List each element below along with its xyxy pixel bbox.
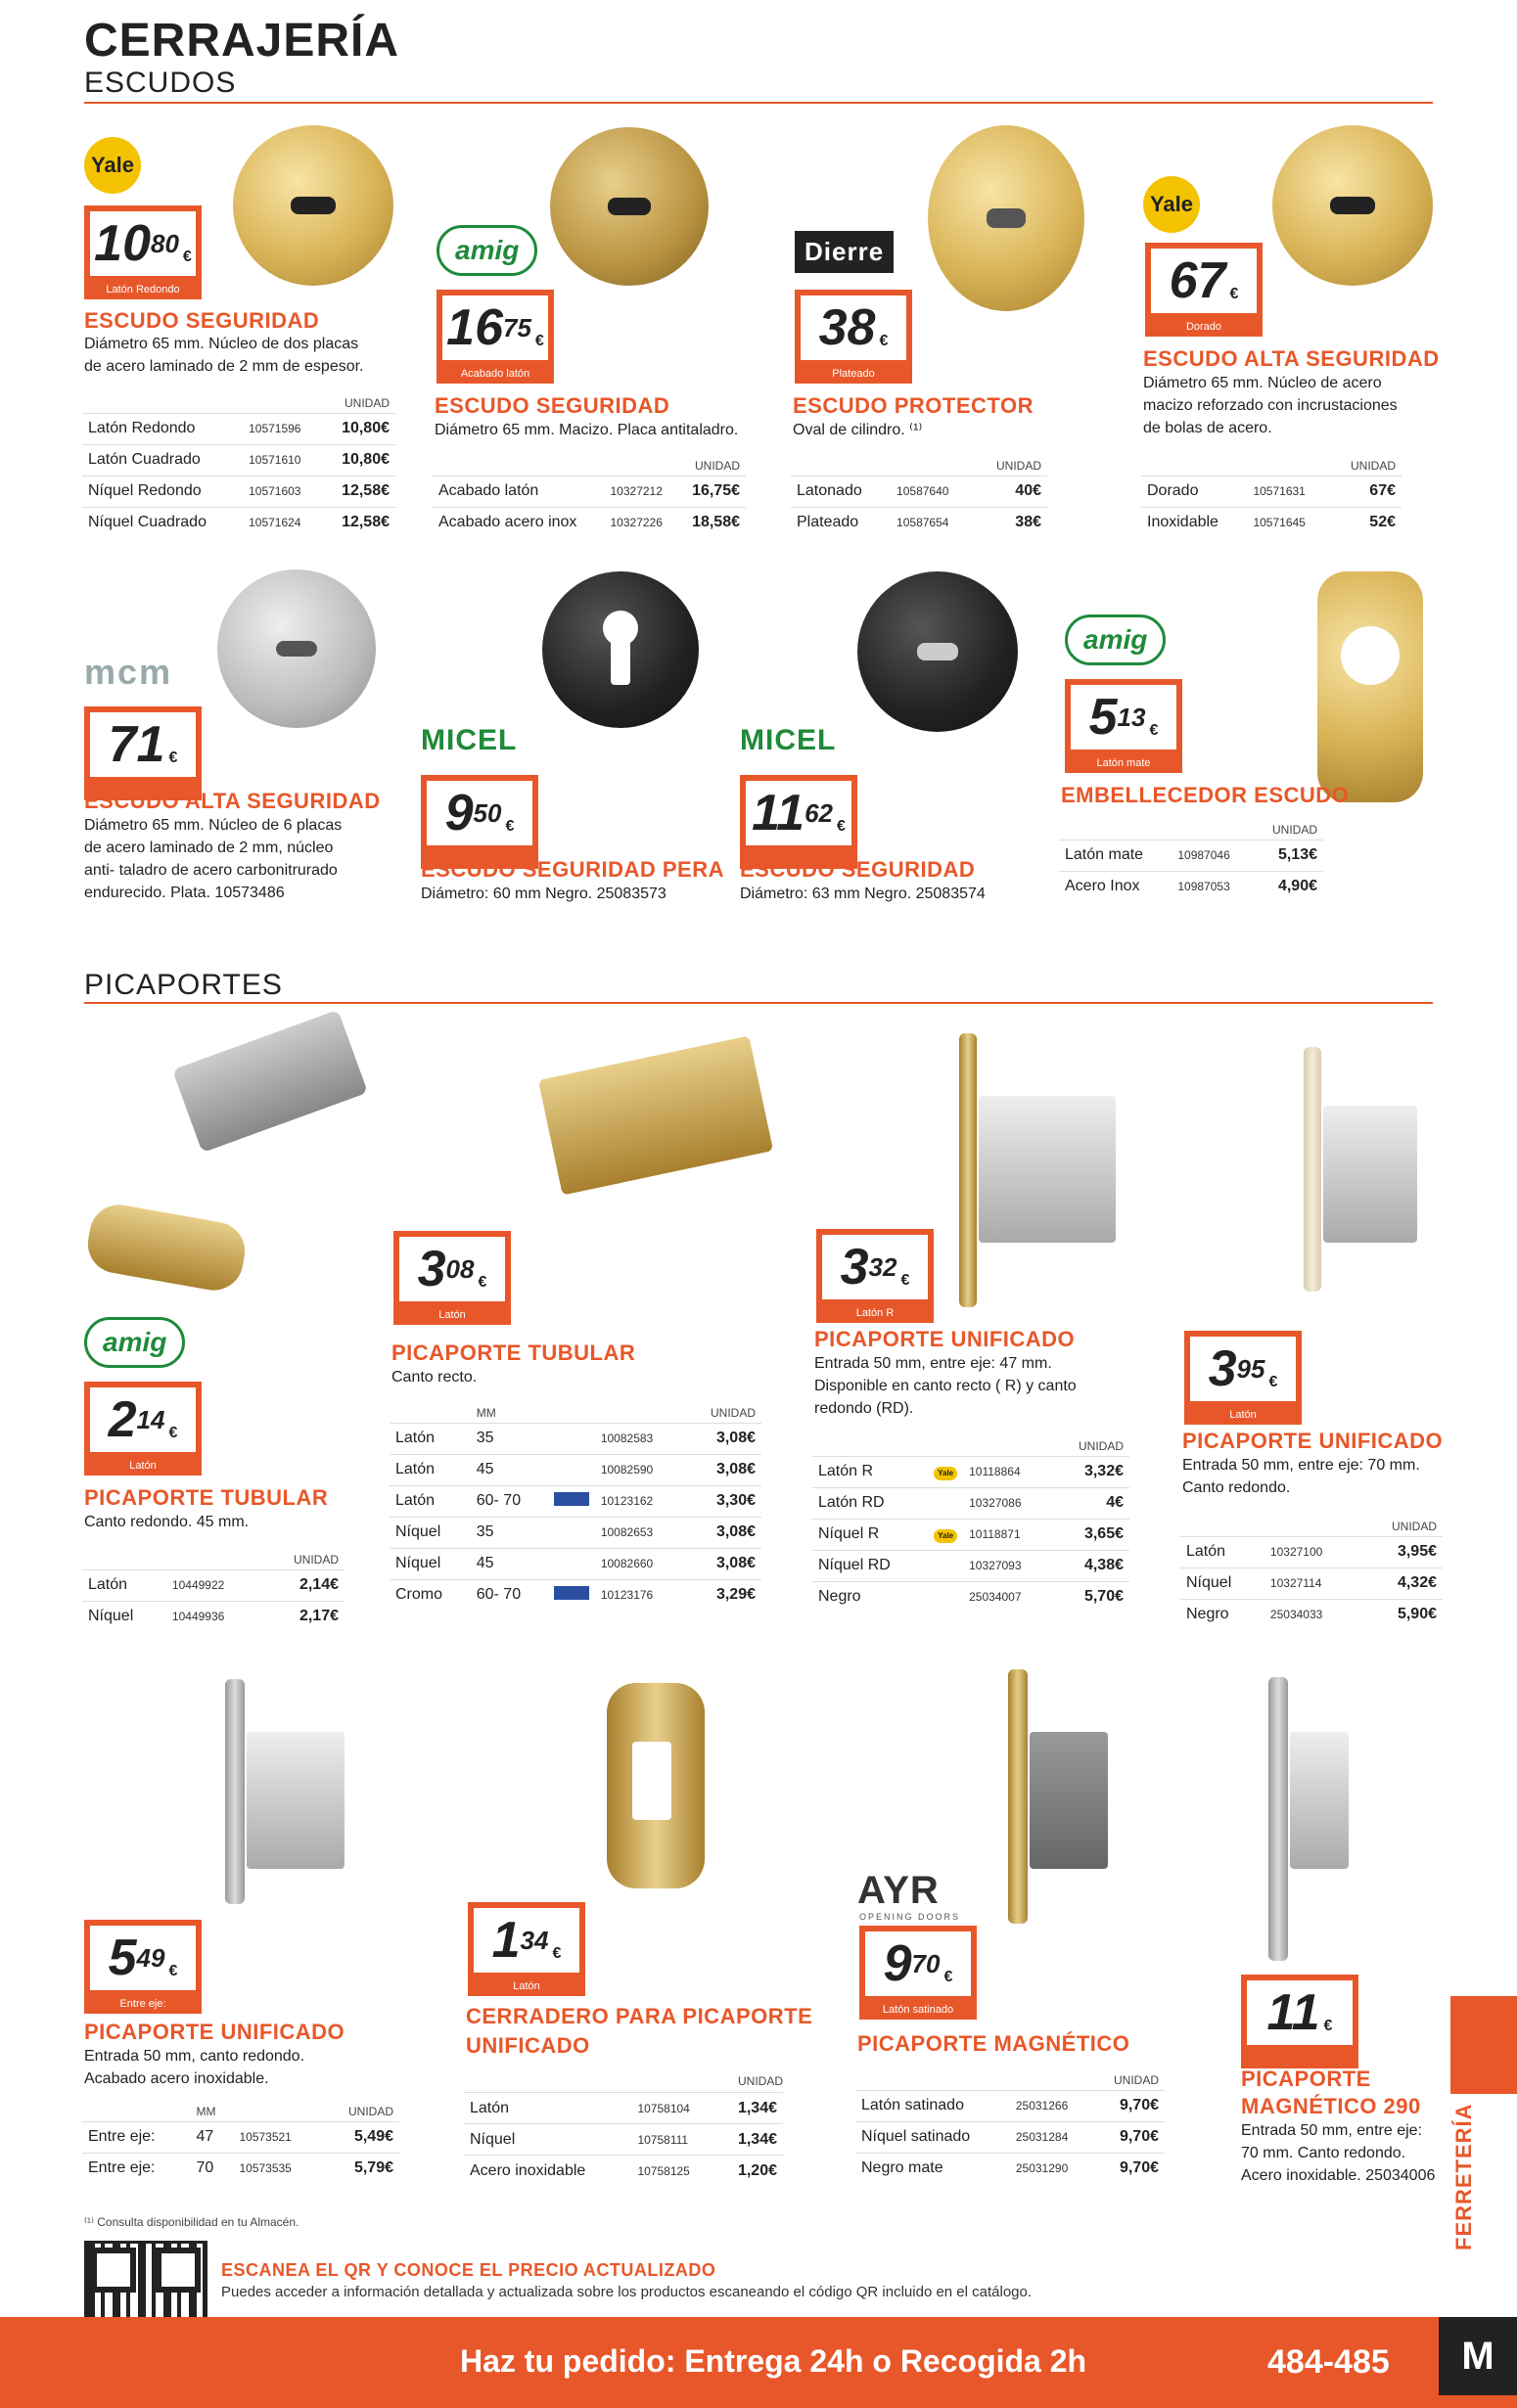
spec-table: UNIDAD Latón mate 10987046 5,13€ Acero Inox 10987053 4,90€ [1059, 820, 1323, 902]
amig-logo: amig [437, 225, 537, 276]
table-row: Latón RD 10327086 4€ [812, 1487, 1129, 1519]
price-tag: 67 € Dorado [1145, 243, 1263, 337]
faceplate-image [225, 1679, 245, 1904]
table-row: Acabado acero inox 10327226 18,58€ [433, 507, 746, 538]
table-row: Inoxidable 10571645 52€ [1141, 507, 1402, 538]
qr-headline: ESCANEA EL QR Y CONOCE EL PRECIO ACTUALIZADO [221, 2260, 716, 2280]
faceplate-image [1008, 1669, 1028, 1924]
section-rule [84, 102, 1433, 104]
ayr-tagline: OPENING DOORS [859, 1912, 961, 1922]
amig-logo: amig [84, 1317, 185, 1368]
section-rule [84, 1002, 1433, 1004]
table-row: Níquel RD 10327093 4,38€ [812, 1550, 1129, 1581]
table-row: Latón mate 10987046 5,13€ [1059, 840, 1323, 871]
price-tag: 71 € [84, 706, 202, 800]
lock-body-image [1030, 1732, 1108, 1869]
product-description: Entrada 50 mm, entre eje: 70 mm. Canto redondo. Acero inoxidable. 25034006 [1241, 2122, 1436, 2184]
table-row: Entre eje: 70 10573535 5,79€ [82, 2153, 399, 2184]
lock-body-image [1323, 1106, 1417, 1243]
product-description: Diámetro: 60 mm Negro. 25083573 [421, 886, 667, 902]
product-title: PICAPORTE UNIFICADO [814, 1327, 1076, 1351]
product-description: Diámetro 65 mm. Núcleo de dos placas de acero laminado de 2 mm de espesor. [84, 336, 364, 375]
table-row: Latón Cuadrado 10571610 10,80€ [82, 444, 395, 476]
price-tag: 9 70 € Latón satinado [859, 1926, 977, 2020]
table-row: Latón R Yale 10118864 3,32€ [812, 1456, 1129, 1487]
product-description: Entrada 50 mm, canto redondo. Acabado acero inoxidable. [84, 2048, 305, 2087]
qr-subtext: Puedes acceder a información detallada y actualizada sobre los productos escaneando el código QR incluido en el catálogo. [221, 2284, 1033, 2300]
spec-table: UNIDAD Latón 10449922 2,14€ Níquel 10449936 2,17€ [82, 1550, 345, 1632]
sidebar-tab [1450, 1996, 1517, 2094]
price-tag: 11 62 € [740, 775, 857, 869]
product-description: Diámetro 65 mm. Núcleo de 6 placas de acero laminado de 2 mm, núcleo anti- taladro de acero carbonitrurado endurecido. Plata. 10573486 [84, 817, 343, 901]
yale-logo: Yale [1143, 176, 1200, 233]
product-title-line2: MAGNÉTICO 290 [1241, 2094, 1421, 2118]
strike-plate-image [83, 1201, 250, 1295]
product-title-line2: UNIFICADO [466, 2033, 590, 2058]
table-row: Níquel 35 10082653 3,08€ [390, 1517, 761, 1548]
brand-badge-icon [554, 1492, 589, 1506]
product-title: ESCUDO ALTA SEGURIDAD [1143, 346, 1440, 371]
spec-table: UNIDAD Latón R Yale 10118864 3,32€ Latón RD 10327086 4€ Níquel R Yale 10118871 3,65€ Níquel RD 10327093 4,38€ Negro 25034007 5,70€ [812, 1436, 1129, 1613]
price-tag: 3 95 € Latón [1184, 1331, 1302, 1425]
price-tag: 5 49 € Entre eje: [84, 1920, 202, 2014]
price-tag: 10 80 € Latón Redondo [84, 205, 202, 299]
table-row: Cromo 60- 70 10123176 3,29€ [390, 1579, 761, 1611]
table-row: Negro 25034007 5,70€ [812, 1581, 1129, 1613]
spec-table: MM UNIDAD Entre eje: 47 10573521 5,49€ Entre eje: 70 10573535 5,79€ [82, 2102, 399, 2184]
price-tag: 38 € Plateado [795, 290, 912, 384]
escudo-satin-image [217, 569, 376, 728]
table-row: Níquel R Yale 10118871 3,65€ [812, 1519, 1129, 1550]
product-description: Diámetro: 63 mm Negro. 25083574 [740, 886, 986, 902]
spec-table: MM UNIDAD Latón 35 10082583 3,08€ Latón 45 10082590 3,08€ Latón 60- 70 10123162 3,30€ Níquel 35 10082653 3,08€ Níquel 45 10082660 3,08€ Cromo 60- 70 10123176 3,29€ [390, 1403, 761, 1611]
faceplate-image [1304, 1047, 1321, 1292]
table-row: Acero inoxidable 10758125 1,20€ [464, 2156, 783, 2187]
spec-table: UNIDAD Latón 10327100 3,95€ Níquel 10327114 4,32€ Negro 25034033 5,90€ [1180, 1517, 1443, 1630]
section-title-picaportes: PICAPORTES [84, 969, 283, 1001]
table-row: Níquel 45 10082660 3,08€ [390, 1548, 761, 1579]
escudo-gold-image [233, 125, 393, 286]
table-row: Latón 35 10082583 3,08€ [390, 1423, 761, 1454]
table-row: Negro mate 25031290 9,70€ [855, 2153, 1165, 2184]
product-description: Oval de cilindro. ⁽¹⁾ [793, 422, 923, 438]
spec-table: UNIDAD Dorado 10571631 67€ Inoxidable 10571645 52€ [1141, 456, 1402, 538]
unit-header: UNIDAD [737, 2074, 783, 2088]
lock-body-image [247, 1732, 345, 1869]
price-tag: 2 14 € Latón [84, 1382, 202, 1476]
table-row: Latonado 10587640 40€ [791, 476, 1047, 507]
price-tag: 9 50 € [421, 775, 538, 869]
brand-badge-icon [554, 1586, 589, 1600]
escudo-black-image [857, 571, 1018, 732]
micel-logo: MICEL [740, 724, 837, 756]
section-title-escudos: ESCUDOS [84, 67, 237, 99]
spec-table [464, 2092, 783, 2187]
escudo-bronze-image [550, 127, 709, 286]
table-row: Latón 10327100 3,95€ [1180, 1536, 1443, 1567]
picaporte-tubular-image [172, 1010, 368, 1153]
spec-table: UNIDAD Latón satinado 25031266 9,70€ Níquel satinado 25031284 9,70€ Negro mate 25031290 9,70€ [855, 2070, 1165, 2184]
product-description: Canto redondo. 45 mm. [84, 1514, 250, 1530]
embellecedor-image [1317, 571, 1423, 802]
table-row: Níquel 10327114 4,32€ [1180, 1567, 1443, 1599]
lock-body-image [1290, 1732, 1349, 1869]
escudo-gold-image [1272, 125, 1433, 286]
escudo-oval-image [928, 125, 1084, 311]
price-tag: 3 08 € Latón [393, 1231, 511, 1325]
ayr-logo: AYR [857, 1869, 940, 1912]
table-row: Acabado latón 10327212 16,75€ [433, 476, 746, 507]
table-row: Plateado 10587654 38€ [791, 507, 1047, 538]
product-description: Canto recto. [391, 1369, 478, 1386]
yale-icon: Yale [934, 1529, 957, 1543]
yale-logo: Yale [84, 137, 141, 194]
table-row: Níquel satinado 25031284 9,70€ [855, 2121, 1165, 2153]
product-title: ESCUDO SEGURIDAD [435, 393, 670, 418]
product-title: ESCUDO ALTA SEGURIDAD [84, 789, 381, 813]
table-row: Latón 60- 70 10123162 3,30€ [390, 1485, 761, 1517]
table-row: Níquel 10449936 2,17€ [82, 1601, 345, 1632]
product-title: EMBELLECEDOR ESCUDO [1061, 783, 1350, 807]
table-row: Entre eje: 47 10573521 5,49€ [82, 2121, 399, 2153]
table-row: Níquel 10758111 1,34€ [464, 2124, 783, 2156]
product-title: ESCUDO SEGURIDAD [740, 857, 976, 882]
price-tag: 3 32 € Latón R [816, 1229, 934, 1323]
footnote: ⁽¹⁾ Consulta disponibilidad en tu Almacén. [84, 2215, 299, 2229]
product-title: PICAPORTE [1241, 2067, 1371, 2091]
faceplate-image [1268, 1677, 1288, 1961]
table-row: Acero Inox 10987053 4,90€ [1059, 871, 1323, 902]
footer-text: Haz tu pedido: Entrega 24h o Recogida 2h [460, 2343, 1087, 2379]
mcm-logo: mcm [84, 652, 173, 692]
price-tag: 5 13 € Latón mate [1065, 679, 1182, 773]
escudo-pera-image [542, 571, 699, 728]
faceplate-image [959, 1033, 977, 1307]
product-title: PICAPORTE MAGNÉTICO [857, 2031, 1130, 2056]
micel-logo: MICEL [421, 724, 518, 756]
table-row: Dorado 10571631 67€ [1141, 476, 1402, 507]
yale-icon: Yale [934, 1467, 957, 1480]
product-title: ESCUDO PROTECTOR [793, 393, 1034, 418]
dierre-logo: Dierre [795, 231, 894, 273]
table-row: Níquel Redondo 10571603 12,58€ [82, 476, 395, 507]
product-title: PICAPORTE UNIFICADO [84, 2020, 345, 2044]
table-row: Latón Redondo 10571596 10,80€ [82, 413, 395, 444]
product-title: ESCUDO SEGURIDAD [84, 308, 320, 333]
cerradero-image [607, 1683, 705, 1888]
price-tag: 1 34 € Latón [468, 1902, 585, 1996]
product-title: PICAPORTE TUBULAR [391, 1340, 636, 1365]
table-row: Negro 25034033 5,90€ [1180, 1599, 1443, 1630]
product-title: PICAPORTE UNIFICADO [1182, 1429, 1444, 1453]
spec-table: UNIDAD Acabado latón 10327212 16,75€ Acabado acero inox 10327226 18,58€ [433, 456, 746, 538]
spec-table: UNIDAD Latonado 10587640 40€ Plateado 10587654 38€ [791, 456, 1047, 538]
product-title: ESCUDO SEGURIDAD PERA [421, 857, 724, 882]
table-row: Latón satinado 25031266 9,70€ [855, 2090, 1165, 2121]
table-row: Latón 10449922 2,14€ [82, 1569, 345, 1601]
product-description: Diámetro 65 mm. Núcleo de acero macizo reforzado con incrustaciones de bolas de acero. [1143, 375, 1398, 436]
page-title: CERRAJERÍA [84, 15, 400, 67]
amig-logo: amig [1065, 614, 1166, 665]
price-tag: 11 € [1241, 1975, 1358, 2068]
table-row: Latón 45 10082590 3,08€ [390, 1454, 761, 1485]
page-numbers: 484-485 [1267, 2343, 1390, 2381]
price-tag: 16 75 € Acabado latón [437, 290, 554, 384]
product-description: Diámetro 65 mm. Macizo. Placa antitaladro. [435, 422, 739, 438]
lock-body-image [979, 1096, 1116, 1243]
product-title: PICAPORTE TUBULAR [84, 1485, 329, 1510]
spec-table: UNIDAD Latón Redondo 10571596 10,80€ Latón Cuadrado 10571610 10,80€ Níquel Redondo 10571603 12,58€ Níquel Cuadrado 10571624 12,58€ [82, 393, 395, 538]
picaporte-tubular-image [538, 1035, 773, 1195]
product-description: Entrada 50 mm, entre eje: 70 mm. Canto redondo. [1182, 1457, 1420, 1496]
product-description: Entrada 50 mm, entre eje: 47 mm. Disponible en canto recto ( R) y canto redondo (RD). [814, 1355, 1077, 1417]
sidebar-label: FERRETERÍA [1451, 2103, 1476, 2250]
table-row: Níquel Cuadrado 10571624 12,58€ [82, 507, 395, 538]
brand-logo: M [1439, 2317, 1517, 2395]
product-title: CERRADERO PARA PICAPORTE [466, 2004, 813, 2028]
table-row: Latón 10758104 1,34€ [464, 2093, 783, 2124]
